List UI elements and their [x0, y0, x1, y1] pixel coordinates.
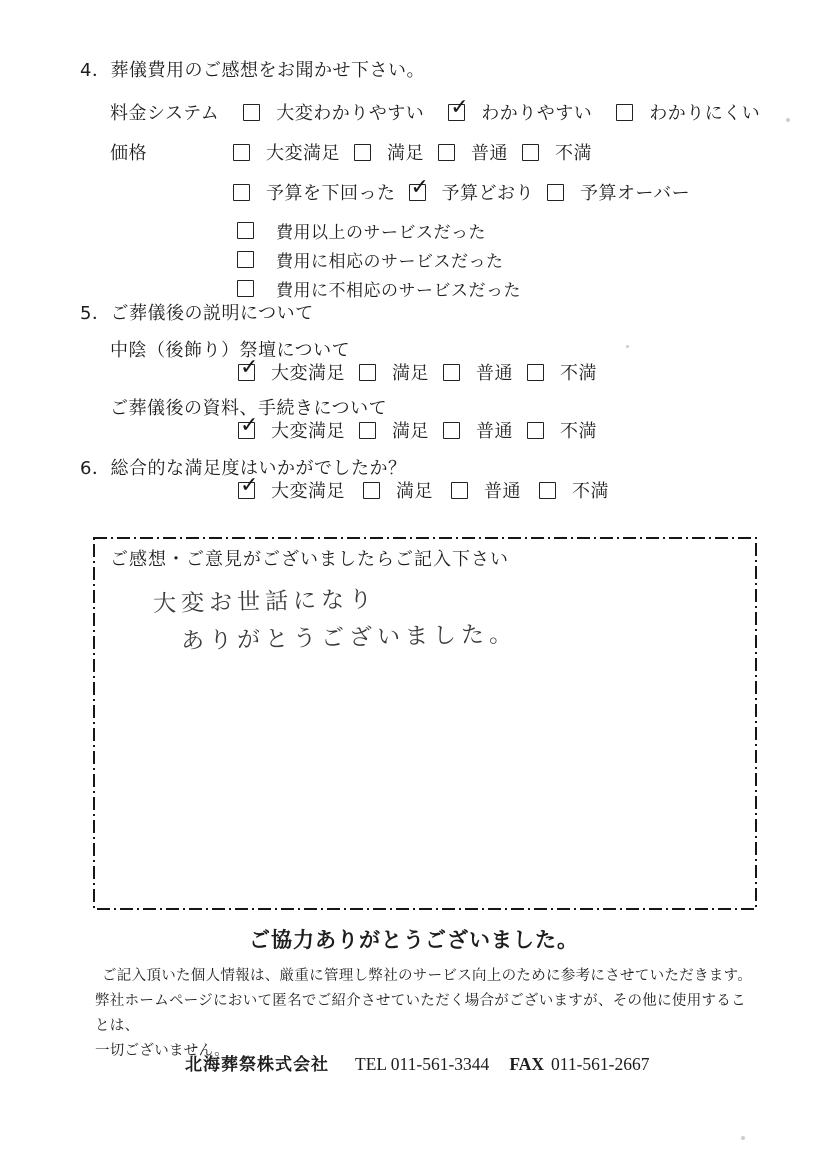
question-6-row-overall	[238, 477, 609, 503]
option-overall-unsatisfied	[539, 477, 609, 503]
option-documents-satisfied	[359, 417, 429, 443]
scan-speck	[626, 345, 629, 348]
option-documents-very-satisfied	[238, 417, 345, 443]
option-label: 普通	[471, 143, 508, 164]
question-4-row-price	[110, 139, 592, 165]
fax-number: FAX 011-561-2667	[509, 1054, 650, 1074]
checkbox-price-satisfied[interactable]	[354, 144, 371, 161]
company-name: 北海葬祭株式会社	[185, 1055, 329, 1075]
option-label: わかりにくい	[649, 103, 761, 124]
checkbox-service-above-cost[interactable]	[237, 222, 254, 239]
question-4-row-fee-system	[110, 99, 760, 125]
checkbox-service-below-cost[interactable]	[237, 280, 254, 297]
check-mark-icon	[411, 177, 429, 199]
question-4-title: 4．葬儀費用のご感想をお聞かせ下さい。	[80, 60, 425, 81]
privacy-line: 一切ございません。	[95, 1043, 230, 1059]
checkbox-overall-satisfied[interactable]	[363, 482, 380, 499]
option-label: 満足	[396, 481, 433, 502]
option-label: 費用に不相応のサービスだった	[276, 281, 521, 301]
checkbox-overall-neutral[interactable]	[451, 482, 468, 499]
scan-speck	[786, 118, 790, 122]
option-price-neutral	[438, 139, 508, 165]
option-service-matched-cost	[237, 247, 521, 272]
option-label: 不満	[572, 481, 609, 502]
scan-speck	[741, 1136, 745, 1140]
question-4-row-budget	[233, 179, 690, 205]
handwritten-comment-line-2: ありがとうございました。	[180, 621, 518, 655]
check-mark-icon	[240, 357, 258, 379]
option-altar-unsatisfied	[527, 359, 597, 385]
handwritten-comment-line-1: 大変お世話になり	[152, 586, 378, 618]
fee-system-label: 料金システム	[110, 103, 220, 124]
checkbox-price-neutral[interactable]	[438, 144, 455, 161]
option-label: 大変わかりやすい	[276, 103, 425, 124]
option-fee-unclear	[616, 99, 760, 125]
checkbox-budget-over[interactable]	[547, 184, 564, 201]
checkbox-fee-clear[interactable]	[448, 104, 465, 121]
question-6-title: 6．総合的な満足度はいかがでしたか？	[80, 458, 407, 479]
checkbox-overall-very-satisfied[interactable]	[238, 482, 255, 499]
privacy-note	[95, 964, 755, 1064]
option-fee-clear	[448, 99, 592, 125]
option-label: 不満	[560, 421, 597, 442]
option-budget-over	[547, 179, 690, 205]
option-label: 大変満足	[271, 481, 345, 502]
option-label: 大変満足	[271, 421, 345, 442]
option-label: 普通	[484, 481, 521, 502]
check-mark-icon	[450, 97, 468, 119]
checkbox-budget-under[interactable]	[233, 184, 250, 201]
checkbox-fee-unclear[interactable]	[616, 104, 633, 121]
option-overall-neutral	[451, 477, 521, 503]
option-label: 費用に相応のサービスだった	[276, 252, 504, 272]
question-4-service-value-list	[237, 218, 521, 305]
option-label: わかりやすい	[481, 103, 593, 124]
footer-contact	[185, 1050, 650, 1075]
option-label: 大変満足	[271, 363, 345, 384]
option-label: 普通	[476, 363, 513, 384]
option-label: 予算オーバー	[580, 183, 691, 204]
option-label: 普通	[476, 421, 513, 442]
option-label: 不満	[560, 363, 597, 384]
option-label: 満足	[392, 421, 429, 442]
option-label: 不満	[555, 143, 592, 164]
privacy-line: ご記入頂いた個人情報は、厳重に管理し弊社のサービス向上のために参考にさせていただきます。	[102, 968, 753, 984]
checkbox-altar-unsatisfied[interactable]	[527, 364, 544, 381]
privacy-line: 弊社ホームページにおいて匿名でご紹介させていただく場合がございますが、その他に使用することは、	[95, 993, 746, 1034]
option-service-below-cost	[237, 276, 521, 301]
checkbox-documents-satisfied[interactable]	[359, 422, 376, 439]
checkbox-documents-neutral[interactable]	[443, 422, 460, 439]
option-documents-unsatisfied	[527, 417, 597, 443]
closing-message: ご協力ありがとうございました。	[249, 928, 579, 952]
telephone-number: TEL 011-561-3344	[355, 1054, 490, 1074]
option-label: 満足	[392, 363, 429, 384]
checkbox-price-very-satisfied[interactable]	[233, 144, 250, 161]
check-mark-icon	[240, 415, 258, 437]
option-label: 予算を下回った	[266, 183, 396, 204]
checkbox-budget-as-planned[interactable]	[409, 184, 426, 201]
comment-box-title: ご感想・ご意見がございましたらご記入下さい	[110, 549, 509, 570]
question-5-title: 5．ご葬儀後の説明について	[80, 303, 314, 324]
option-overall-satisfied	[363, 477, 433, 503]
checkbox-documents-unsatisfied[interactable]	[527, 422, 544, 439]
checkbox-altar-neutral[interactable]	[443, 364, 460, 381]
option-budget-as-planned	[409, 179, 535, 205]
option-label: 費用以上のサービスだった	[276, 223, 486, 243]
option-price-satisfied	[354, 139, 424, 165]
checkbox-documents-very-satisfied[interactable]	[238, 422, 255, 439]
question-5-row-documents	[238, 417, 597, 443]
checkbox-altar-very-satisfied[interactable]	[238, 364, 255, 381]
price-label: 価格	[110, 143, 147, 164]
option-documents-neutral	[443, 417, 513, 443]
option-label: 大変満足	[266, 143, 340, 164]
option-altar-neutral	[443, 359, 513, 385]
checkbox-altar-satisfied[interactable]	[359, 364, 376, 381]
documents-label: ご葬儀後の資料、手続きについて	[110, 398, 388, 419]
option-service-above-cost	[237, 218, 521, 243]
option-fee-very-clear	[243, 99, 424, 125]
option-label: 予算どおり	[441, 183, 534, 204]
option-overall-very-satisfied	[238, 477, 345, 503]
option-budget-under	[233, 179, 396, 205]
check-mark-icon	[240, 475, 258, 497]
option-altar-very-satisfied	[238, 359, 345, 385]
altar-label: 中陰（後飾り）祭壇について	[110, 340, 351, 361]
option-altar-satisfied	[359, 359, 429, 385]
checkbox-fee-very-clear[interactable]	[243, 104, 260, 121]
option-price-unsatisfied	[522, 139, 592, 165]
question-5-row-altar	[238, 359, 597, 385]
option-price-very-satisfied	[233, 139, 340, 165]
comment-box[interactable]	[93, 537, 757, 910]
option-label: 満足	[387, 143, 424, 164]
checkbox-service-matched-cost[interactable]	[237, 251, 254, 268]
checkbox-price-unsatisfied[interactable]	[522, 144, 539, 161]
checkbox-overall-unsatisfied[interactable]	[539, 482, 556, 499]
